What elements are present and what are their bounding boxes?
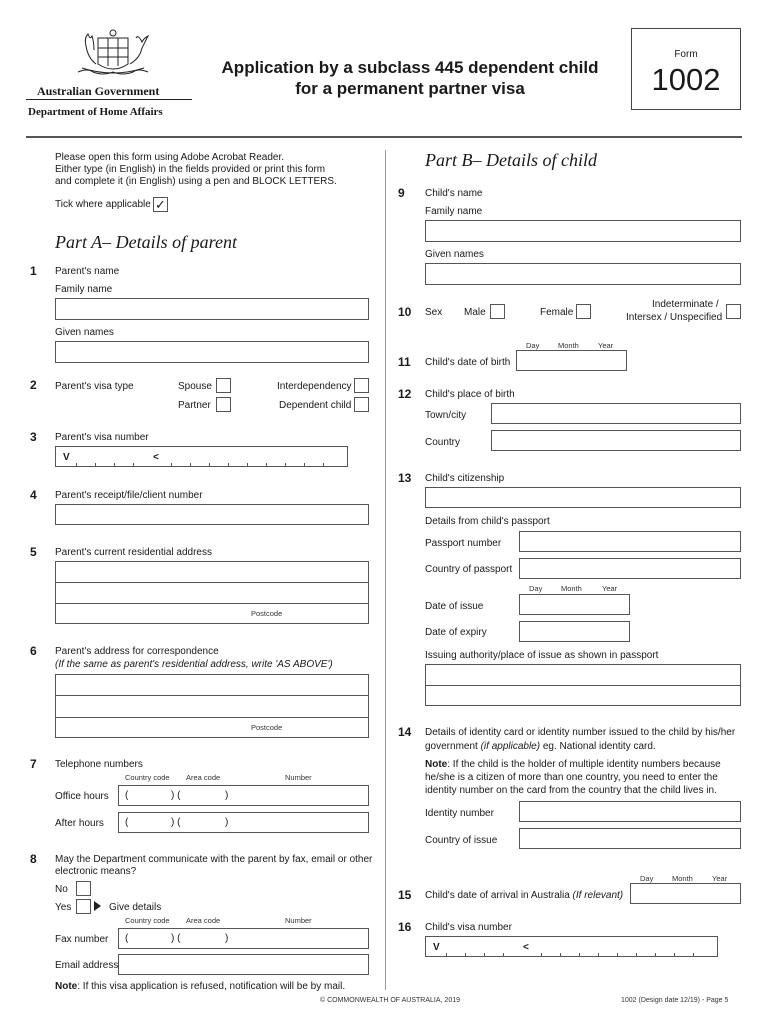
form-label: Form (674, 49, 698, 60)
email-address-field[interactable] (118, 954, 369, 975)
gov-divider (26, 99, 192, 100)
q6-label: Parent's address for correspondence (55, 646, 219, 657)
q3-label: Parent's visa number (55, 432, 149, 443)
country-label: Country (425, 437, 461, 448)
correspondence-postcode-label: Postcode (251, 723, 283, 732)
identity-number-field[interactable] (519, 801, 741, 822)
q8-label-line2: electronic means? (55, 866, 137, 877)
form-title-line1: Application by a subclass 445 dependent child (221, 58, 599, 77)
passport-details-label: Details from child's passport (425, 516, 550, 527)
child-visa-v-label: V (433, 942, 440, 953)
spouse-label: Spouse (178, 381, 212, 392)
q10-number: 10 (398, 305, 412, 319)
q15-year-label: Year (712, 874, 728, 883)
q11-month-label: Month (558, 341, 579, 350)
q3-number: 3 (30, 430, 37, 444)
intro-line1: Please open this form using Adobe Acrobat Reader. (55, 152, 285, 163)
male-checkbox[interactable] (490, 304, 505, 319)
email-label: Email address (55, 960, 119, 971)
q5-number: 5 (30, 545, 37, 559)
q15-label: Child's date of arrival in Australia (If relevant) (425, 890, 624, 901)
gov-name: Australian Government (37, 84, 160, 98)
passport-number-label: Passport number (425, 538, 502, 549)
q7-number: 7 (30, 757, 37, 771)
q2-label: Parent's visa type (55, 381, 134, 392)
form-title-line2: for a permanent partner visa (295, 79, 525, 98)
country-of-passport-label: Country of passport (425, 564, 513, 575)
part-a-title: Part A– Details of parent (55, 232, 237, 252)
coat-of-arms-logo (68, 28, 158, 80)
child-given-names-field[interactable] (425, 263, 741, 285)
column-divider (385, 150, 386, 990)
town-label: Town/city (425, 410, 467, 421)
q2-number: 2 (30, 378, 37, 392)
partner-checkbox[interactable] (216, 397, 231, 412)
q14-number: 14 (398, 725, 412, 739)
part-a-note: Note: If this visa application is refused, notification will be by mail. (55, 981, 346, 992)
identity-country-of-issue-field[interactable] (519, 828, 741, 849)
intro-line2: Either type (in English) in the fields provided or print this form (55, 164, 326, 175)
issuing-authority-field[interactable] (425, 664, 741, 706)
q16-number: 16 (398, 920, 412, 934)
identity-number-label: Identity number (425, 808, 494, 819)
passport-number-field[interactable] (519, 531, 741, 552)
copyright: © COMMONWEALTH OF AUSTRALIA, 2019 (320, 997, 460, 1004)
child-family-name-field[interactable] (425, 220, 741, 242)
q1-given-label: Given names (55, 327, 114, 338)
tick-example-checkbox: ✓ (153, 197, 168, 212)
parent-family-name-field[interactable] (55, 298, 369, 320)
q13-day-label: Day (529, 584, 543, 593)
parent-residential-address-field[interactable] (55, 561, 369, 624)
passport-issue-date-field[interactable] (519, 594, 630, 615)
q8-number-label: Number (285, 916, 312, 925)
tick-instruction: Tick where applicable (55, 199, 151, 210)
yes-label: Yes (55, 902, 72, 913)
interdependency-checkbox[interactable] (354, 378, 369, 393)
indeterminate-label-line2: Intersex / Unspecified (626, 312, 723, 323)
male-label: Male (464, 307, 486, 318)
spouse-checkbox[interactable] (216, 378, 231, 393)
q4-label: Parent's receipt/file/client number (55, 490, 203, 501)
intro-line3: and complete it (in English) using a pen and BLOCK LETTERS. (55, 176, 337, 187)
interdependency-label: Interdependency (277, 381, 352, 392)
q15-day-label: Day (640, 874, 654, 883)
date-of-expiry-label: Date of expiry (425, 627, 487, 638)
parent-visa-number-field[interactable] (55, 446, 348, 467)
q8-label-line1: May the Department communicate with the parent by fax, email or other (55, 854, 373, 865)
sex-label: Sex (425, 307, 443, 318)
q14-line2: government (if applicable) eg. National identity card. (425, 741, 656, 752)
child-visa-lt-label: < (523, 942, 529, 953)
q1-label: Parent's name (55, 266, 120, 277)
contact-no-checkbox[interactable] (76, 881, 91, 896)
q5-label: Parent's current residential address (55, 547, 212, 558)
q7-country-code-label: Country code (125, 773, 170, 782)
country-of-passport-field[interactable] (519, 558, 741, 579)
q9-given-label: Given names (425, 249, 484, 260)
date-of-issue-label: Date of issue (425, 601, 484, 612)
partner-label: Partner (178, 400, 211, 411)
q11-year-label: Year (598, 341, 614, 350)
female-checkbox[interactable] (576, 304, 591, 319)
after-hours-phone-field[interactable]: ( ) ( ) (118, 812, 369, 833)
parent-correspondence-address-field[interactable] (55, 674, 369, 738)
q11-number: 11 (398, 355, 411, 369)
no-label: No (55, 884, 68, 895)
dept-name: Department of Home Affairs (28, 106, 163, 118)
header-rule (26, 136, 742, 138)
office-hours-label: Office hours (55, 791, 109, 802)
q14-note-line2: he/she is a citizen of more than one country, you need to enter the (425, 772, 718, 783)
q11-label: Child's date of birth (425, 357, 511, 368)
child-birth-town-field[interactable] (491, 403, 741, 424)
child-visa-number-field[interactable] (425, 936, 718, 957)
q15-month-label: Month (672, 874, 693, 883)
q9-number: 9 (398, 186, 405, 200)
q13-number: 13 (398, 471, 412, 485)
q7-number-label: Number (285, 773, 312, 782)
after-hours-label: After hours (55, 818, 104, 829)
child-dob-field[interactable] (516, 350, 627, 371)
office-hours-phone-field[interactable]: ( ) ( ) (118, 785, 369, 806)
parent-given-names-field[interactable] (55, 341, 369, 363)
q8-area-code-label: Area code (186, 916, 221, 925)
indeterminate-checkbox[interactable] (726, 304, 741, 319)
q11-day-label: Day (526, 341, 540, 350)
passport-expiry-date-field[interactable] (519, 621, 630, 642)
q9-family-label: Family name (425, 206, 483, 217)
form-number-box (631, 28, 741, 110)
q8-country-code-label: Country code (125, 916, 170, 925)
fax-number-field[interactable]: ( ) ( ) (118, 928, 369, 949)
q7-area-code-label: Area code (186, 773, 221, 782)
q13-month-label: Month (561, 584, 582, 593)
q15-number: 15 (398, 888, 412, 902)
q6-note: (If the same as parent's residential address, write 'AS ABOVE') (55, 659, 333, 670)
form-number: 1002 (651, 62, 721, 97)
q12-label: Child's place of birth (425, 389, 515, 400)
q1-number: 1 (30, 264, 37, 278)
visa-lt-label: < (153, 452, 159, 463)
give-details-label: Give details (109, 902, 162, 913)
q14-note-line3: identity number on the card from the country that the child lives in. (425, 785, 717, 796)
child-birth-country-field[interactable] (491, 430, 741, 451)
dependent-child-checkbox[interactable] (354, 397, 369, 412)
q14-line1: Details of identity card or identity number issued to the child by his/her (425, 727, 736, 738)
q6-number: 6 (30, 644, 37, 658)
child-citizenship-field[interactable] (425, 487, 741, 508)
arrow-right-icon (94, 901, 101, 911)
q7-label: Telephone numbers (55, 759, 143, 770)
fax-label: Fax number (55, 934, 109, 945)
q16-label: Child's visa number (425, 922, 512, 933)
indeterminate-label-line1: Indeterminate / (652, 299, 719, 310)
issuing-authority-label: Issuing authority/place of issue as shown in passport (425, 650, 659, 661)
q1-family-label: Family name (55, 284, 113, 295)
q13-year-label: Year (602, 584, 618, 593)
q13-label: Child's citizenship (425, 473, 505, 484)
q9-label: Child's name (425, 188, 483, 199)
visa-v-label: V (63, 452, 70, 463)
dependent-child-label: Dependent child (279, 400, 352, 411)
q12-number: 12 (398, 387, 412, 401)
country-of-issue-label: Country of issue (425, 835, 498, 846)
child-arrival-date-field[interactable] (630, 883, 741, 904)
contact-yes-checkbox[interactable] (76, 899, 91, 914)
q8-number: 8 (30, 852, 37, 866)
page-info: 1002 (Design date 12/19) - Page 5 (621, 997, 729, 1004)
q14-note-line1: Note: If the child is the holder of multiple identity numbers because (425, 759, 721, 770)
q4-number: 4 (30, 488, 37, 502)
part-b-title: Part B– Details of child (425, 150, 597, 170)
parent-client-number-field[interactable] (55, 504, 369, 525)
residential-postcode-label: Postcode (251, 609, 283, 618)
female-label: Female (540, 307, 574, 318)
